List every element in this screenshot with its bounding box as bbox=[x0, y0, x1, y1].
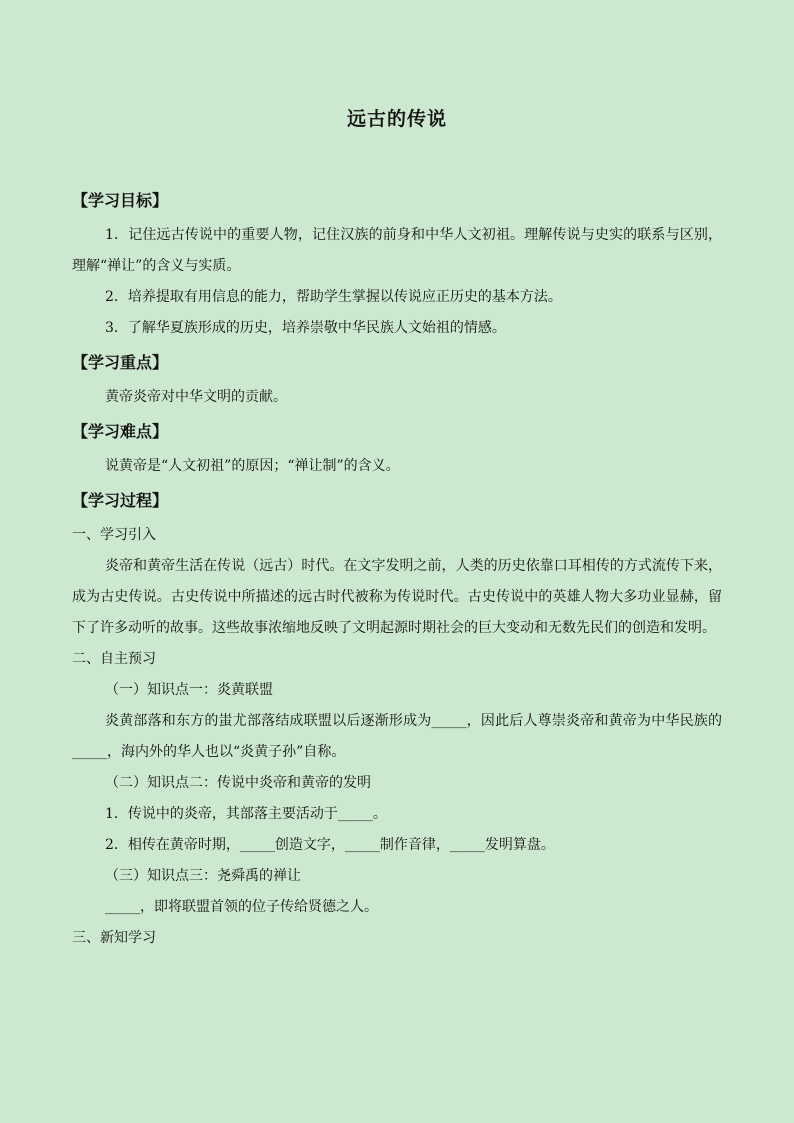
knowledge-point-2-title: （二）知识点二：传说中炎帝和黄帝的发明 bbox=[105, 775, 371, 791]
section-heading-goals: 【学习目标】 bbox=[72, 191, 169, 210]
intro-text: 炎帝和黄帝生活在传说（远古）时代。在文字发明之前，人类的历史依靠口耳相传的方式流传下来，成为古史传说。古史传说中所描述的远古时代被称为传说时代。古史传说中的英雄人物大多功业显赫，留下了许多动听的故事。这些故事浓缩地反映了文明起源时期社会的巨大变动和无数先民们的创造和发明。 bbox=[72, 558, 722, 636]
knowledge-point-2-item-2: 2．相传在黄帝时期，_____创造文字，_____制作音律，_____发明算盘。 bbox=[105, 837, 555, 853]
section-heading-key-points: 【学习重点】 bbox=[72, 353, 169, 372]
section-heading-difficulties: 【学习难点】 bbox=[72, 422, 169, 441]
goal-item-1: 1．记住远古传说中的重要人物，记住汉族的前身和中华人文初祖。理解传说与史实的联系与区别，理解“禅让”的含义与实质。 bbox=[72, 227, 722, 274]
document-body bbox=[72, 186, 722, 954]
goal-item-3: 3．了解华夏族形成的历史，培养崇敬中华民族人文始祖的情感。 bbox=[105, 320, 506, 336]
subsection-title-new-learning: 三、新知学习 bbox=[72, 930, 156, 946]
knowledge-point-3-text: _____，即将联盟首领的位子传给贤德之人。 bbox=[105, 899, 378, 915]
knowledge-point-1-text: 炎黄部落和东方的蚩尤部落结成联盟以后逐渐形成为_____，因此后人尊崇炎帝和黄帝为中华民族的_____，海内外的华人也以“炎黄子孙”自称。 bbox=[72, 713, 722, 760]
knowledge-point-2-item-1: 1．传说中的炎帝，其部落主要活动于_____。 bbox=[105, 806, 387, 822]
knowledge-point-1-title: （一）知识点一：炎黄联盟 bbox=[105, 682, 273, 698]
key-points-text: 黄帝炎帝对中华文明的贡献。 bbox=[105, 389, 287, 405]
goal-item-2: 2．培养提取有用信息的能力，帮助学生掌握以传说应正历史的基本方法。 bbox=[105, 289, 562, 305]
page-title: 远古的传说 bbox=[346, 108, 447, 130]
difficulties-text: 说黄帝是“人文初祖”的原因；“禅让制”的含义。 bbox=[105, 458, 400, 474]
subsection-title-preview: 二、自主预习 bbox=[72, 651, 156, 667]
subsection-title-intro: 一、学习引入 bbox=[72, 527, 156, 543]
section-heading-process: 【学习过程】 bbox=[72, 491, 169, 510]
knowledge-point-3-title: （三）知识点三：尧舜禹的禅让 bbox=[105, 868, 301, 884]
